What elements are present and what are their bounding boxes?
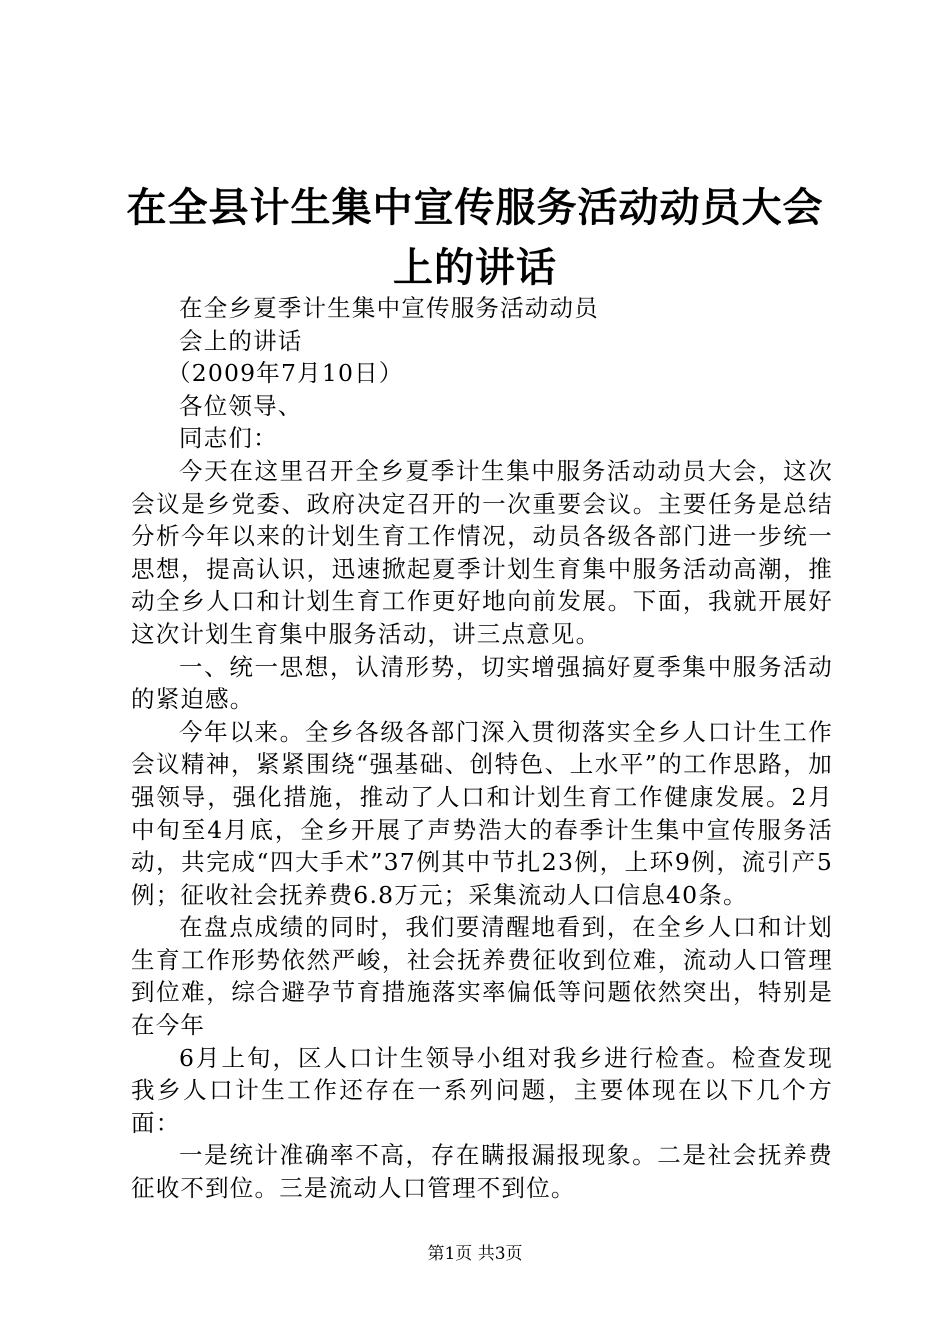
- paragraph: 今天在这里召开全乡夏季计生集中服务活动动员大会，这次会议是乡党委、政府决定召开的一次重要会议。主要任务是总结分析今年以来的计划生育工作情况，动员各级各部门进一步统一思想，提高认识，迅速掀起夏季计划生育集中服务活动高潮，推动全乡人口和计划生育工作更好地向前发展。下面，我就开展好这次计划生育集中服务活动，讲三点意见。: [131, 456, 833, 648]
- paragraph: 6月上旬，区人口计生领导小组对我乡进行检查。检查发现我乡人口计生工作还存在一系列问题，主要体现在以下几个方面：: [131, 1043, 833, 1137]
- paragraph: 同志们：: [179, 424, 278, 453]
- paragraph: 一、统一思想，认清形势，切实增强搞好夏季集中服务活动的紧迫感。: [131, 652, 833, 714]
- paragraph: 各位领导、: [179, 391, 303, 420]
- page-total: 共3页: [477, 1244, 523, 1264]
- page-number: 第1页: [427, 1244, 473, 1264]
- paragraph: （2009年7月10日）: [167, 359, 404, 388]
- document-body: [131, 292, 833, 1205]
- document-title: 在全县计生集中宣传服务活动动员大会上的讲话: [126, 185, 824, 291]
- paragraph: 会上的讲话: [179, 326, 303, 355]
- paragraph: 在盘点成绩的同时，我们要清醒地看到，在全乡人口和计划生育工作形势依然严峻，社会抚养费征收到位难，流动人口管理到位难，综合避孕节育措施落实率偏低等问题依然突出，特别是在今年: [131, 913, 833, 1040]
- paragraph: 今年以来。全乡各级各部门深入贯彻落实全乡人口计生工作会议精神，紧紧围绕“强基础、创特色、上水平”的工作思路，加强领导，强化措施，推动了人口和计划生育工作健康发展。2月中旬至4月底，全乡开展了声势浩大的春季计生集中宣传服务活动，共完成“四大手术”37例其中节扎23例，上环9例，流引产5例；征收社会抚养费6.8万元；采集流动人口信息40条。: [131, 717, 833, 909]
- paragraph: 一是统计准确率不高，存在瞒报漏报现象。二是社会抚养费征收不到位。三是流动人口管理不到位。: [131, 1141, 833, 1203]
- paragraph: 在全乡夏季计生集中宣传服务活动动员: [179, 294, 599, 322]
- page-footer: [0, 1242, 950, 1266]
